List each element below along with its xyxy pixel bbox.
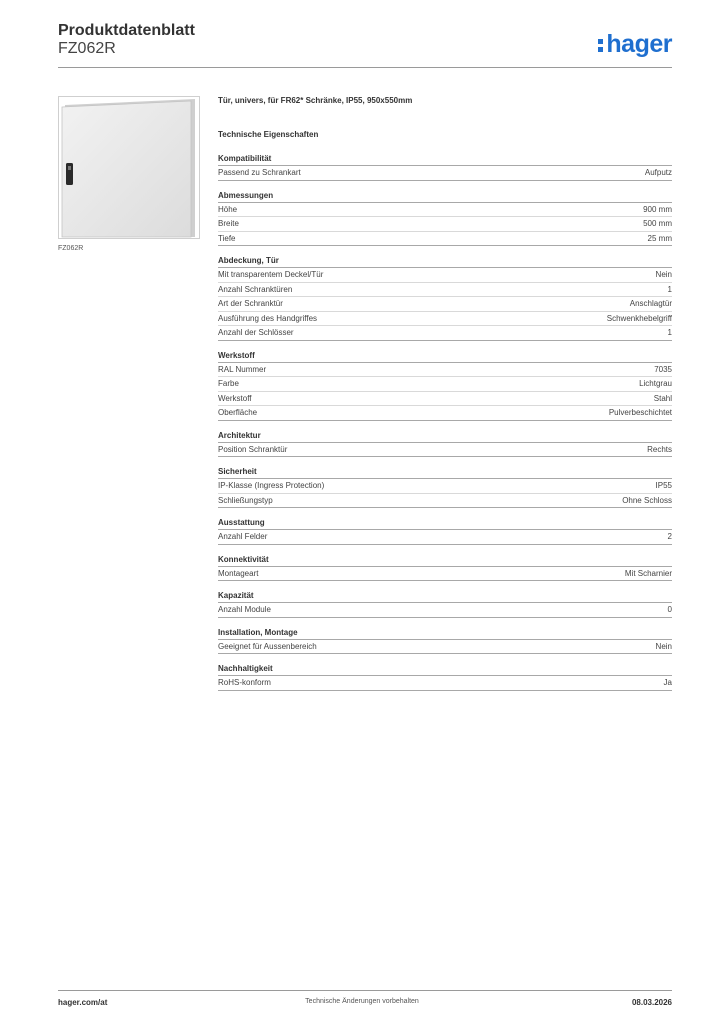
footer-date: 08.03.2026 bbox=[631, 998, 672, 1007]
spec-value: 7035 bbox=[654, 364, 672, 374]
spec-label: Passend zu Schrankart bbox=[218, 168, 301, 177]
spec-row bbox=[218, 297, 672, 312]
spec-label: Breite bbox=[218, 219, 239, 228]
spec-label: Anzahl Schranktüren bbox=[218, 284, 293, 294]
spec-sections bbox=[218, 153, 672, 691]
spec-value: 1 bbox=[667, 284, 672, 294]
spec-value: Ja bbox=[663, 678, 672, 687]
spec-row bbox=[218, 479, 672, 494]
spec-row bbox=[218, 203, 672, 218]
spec-label: IP-Klasse (Ingress Protection) bbox=[218, 481, 325, 490]
section-title: Ausstattung bbox=[218, 517, 672, 530]
logo-text: hager bbox=[606, 30, 672, 58]
section-title: Werkstoff bbox=[218, 350, 672, 363]
spec-value: 0 bbox=[667, 605, 672, 614]
section-title: Installation, Montage bbox=[218, 627, 672, 640]
spec-label: RAL Nummer bbox=[218, 364, 267, 374]
spec-row bbox=[218, 283, 672, 298]
spec-section bbox=[218, 153, 672, 181]
spec-value: 25 mm bbox=[647, 233, 672, 243]
spec-section bbox=[218, 350, 672, 421]
spec-label: Geeignet für Aussenbereich bbox=[218, 641, 317, 651]
spec-label: Art der Schranktür bbox=[218, 299, 283, 308]
spec-section bbox=[218, 590, 672, 618]
spec-row bbox=[218, 166, 672, 181]
spec-row bbox=[218, 443, 672, 458]
spec-value: Aufputz bbox=[644, 168, 672, 177]
spec-section bbox=[218, 663, 672, 691]
spec-value: Mit Scharnier bbox=[624, 568, 672, 578]
section-title: Abdeckung, Tür bbox=[218, 255, 672, 268]
spec-label: Werkstoff bbox=[218, 393, 252, 403]
spec-label: RoHS-konform bbox=[218, 678, 271, 687]
section-title: Architektur bbox=[218, 430, 672, 443]
section-title: Abmessungen bbox=[218, 190, 672, 203]
spec-label: Position Schranktür bbox=[218, 444, 288, 454]
spec-row bbox=[218, 567, 672, 582]
product-title: Tür, univers, für FR62* Schränke, IP55, 950x550mm bbox=[218, 96, 413, 105]
spec-label: Montageart bbox=[218, 568, 259, 578]
spec-content bbox=[218, 96, 672, 700]
spec-row bbox=[218, 392, 672, 407]
spec-label: Mit transparentem Deckel/Tür bbox=[218, 270, 324, 279]
spec-value: 900 mm bbox=[643, 204, 672, 214]
product-image bbox=[58, 96, 200, 239]
spec-row bbox=[218, 530, 672, 545]
tech-heading: Technische Eigenschaften bbox=[218, 130, 319, 139]
image-caption: FZ062R bbox=[58, 245, 84, 252]
footer-note: Technische Änderungen vorbehalten bbox=[305, 998, 419, 1005]
spec-row bbox=[218, 377, 672, 392]
spec-value: Ohne Schloss bbox=[622, 495, 672, 505]
spec-section bbox=[218, 554, 672, 582]
spec-value: IP55 bbox=[655, 481, 672, 490]
spec-row bbox=[218, 494, 672, 509]
spec-section bbox=[218, 430, 672, 458]
spec-label: Schließungstyp bbox=[218, 495, 273, 505]
spec-row bbox=[218, 268, 672, 283]
section-title: Nachhaltigkeit bbox=[218, 663, 672, 676]
section-title: Sicherheit bbox=[218, 466, 672, 479]
spec-label: Anzahl Felder bbox=[218, 532, 268, 541]
spec-value: Anschlagtür bbox=[629, 299, 672, 308]
spec-row bbox=[218, 232, 672, 247]
section-title: Kompatibilität bbox=[218, 153, 672, 166]
spec-value: 2 bbox=[667, 532, 672, 541]
header-divider bbox=[58, 67, 672, 68]
spec-label: Ausführung des Handgriffes bbox=[218, 313, 318, 323]
spec-row bbox=[218, 217, 672, 232]
cabinet-door-icon bbox=[59, 97, 199, 238]
spec-value: Schwenkhebelgriff bbox=[606, 313, 672, 323]
spec-row bbox=[218, 406, 672, 421]
spec-row bbox=[218, 363, 672, 378]
spec-section bbox=[218, 627, 672, 655]
spec-label: Farbe bbox=[218, 379, 239, 388]
spec-label: Anzahl der Schlösser bbox=[218, 328, 294, 337]
spec-value: Stahl bbox=[653, 393, 672, 403]
page-header bbox=[58, 20, 672, 68]
spec-value: Nein bbox=[655, 641, 672, 651]
spec-row bbox=[218, 326, 672, 341]
hager-logo bbox=[598, 30, 672, 58]
spec-section bbox=[218, 517, 672, 545]
document-title: Produktdatenblatt bbox=[58, 22, 195, 39]
product-code: FZ062R bbox=[58, 40, 116, 57]
spec-value: Nein bbox=[655, 270, 672, 279]
footer-website[interactable]: hager.com/at bbox=[58, 998, 108, 1007]
spec-label: Anzahl Module bbox=[218, 605, 271, 614]
spec-section bbox=[218, 255, 672, 341]
spec-label: Tiefe bbox=[218, 233, 236, 243]
spec-row bbox=[218, 312, 672, 327]
spec-label: Höhe bbox=[218, 204, 238, 214]
spec-row bbox=[218, 640, 672, 655]
section-title: Konnektivität bbox=[218, 554, 672, 567]
spec-value: Lichtgrau bbox=[639, 379, 672, 388]
spec-value: Rechts bbox=[647, 444, 672, 454]
spec-label: Oberfläche bbox=[218, 408, 258, 417]
spec-value: 1 bbox=[667, 328, 672, 337]
spec-value: Pulverbeschichtet bbox=[608, 408, 672, 417]
spec-row bbox=[218, 603, 672, 618]
spec-row bbox=[218, 676, 672, 691]
logo-dots-icon bbox=[598, 34, 604, 54]
spec-section bbox=[218, 466, 672, 508]
section-title: Kapazität bbox=[218, 590, 672, 603]
spec-value: 500 mm bbox=[643, 219, 672, 228]
footer-divider bbox=[58, 990, 672, 991]
spec-section bbox=[218, 190, 672, 247]
